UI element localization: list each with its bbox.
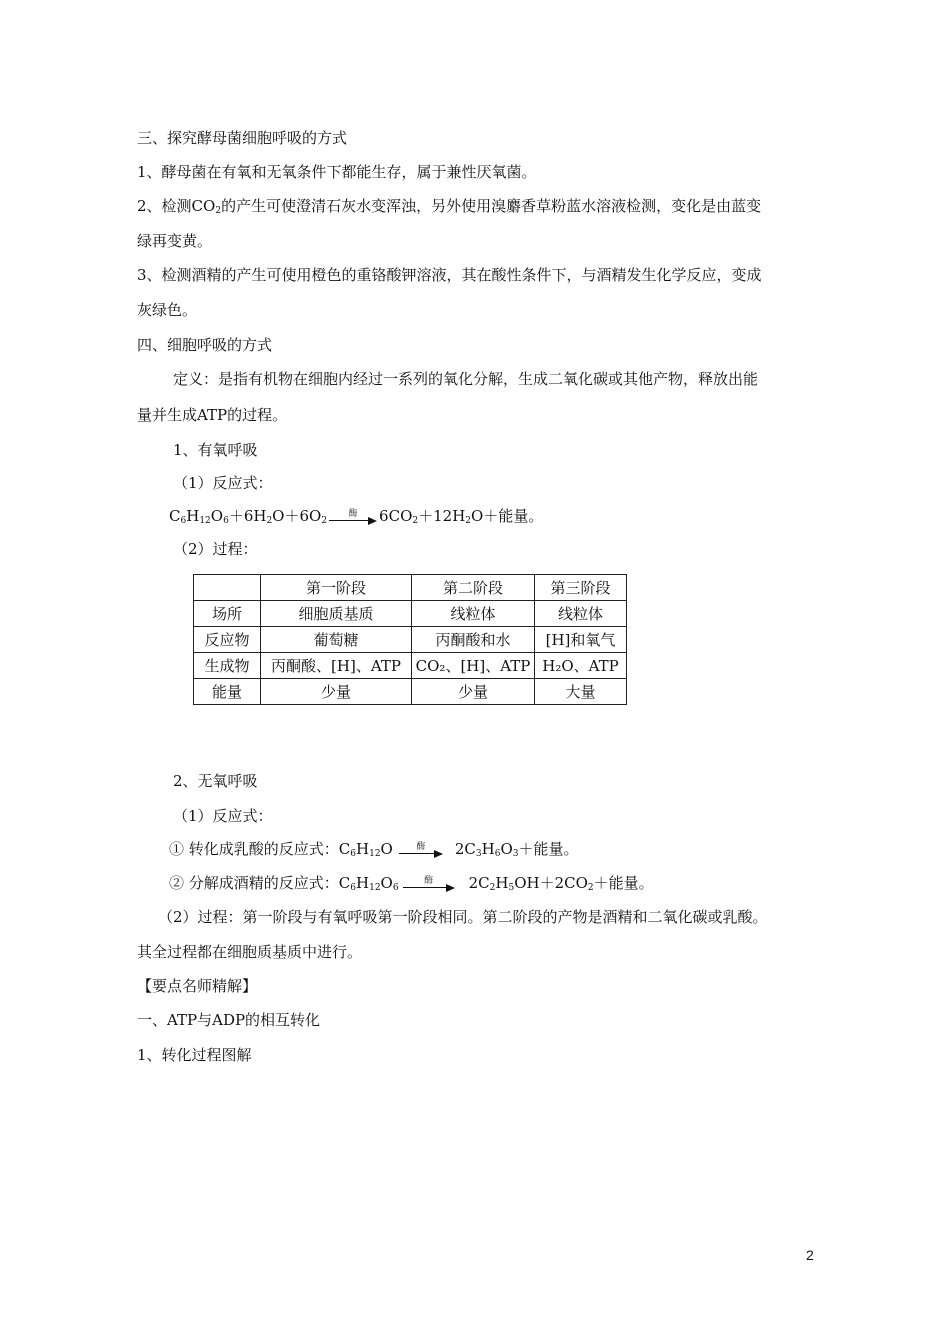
paragraph-yeast-3-cont: 灰绿色。	[137, 301, 198, 319]
anaerobic-process-text: （2）过程：第一阶段与有氧呼吸第一阶段相同。第二阶段的产物是酒精和二氧化碳或乳酸。	[158, 908, 768, 926]
reaction-arrow-icon: 酶	[403, 873, 455, 893]
lactic-acid-equation: ① 转化成乳酸的反应式： $C_6H_{12}O$ 酶 $2C_3H_6O_3$ ＋能量。	[169, 840, 579, 859]
aerobic-stages-table	[193, 574, 627, 705]
table-header-cell: 第三阶段	[535, 575, 627, 601]
table-header-cell	[194, 575, 261, 601]
conversion-diagram-heading: 1、转化过程图解	[137, 1046, 252, 1064]
reaction-arrow-icon: 酶	[329, 506, 377, 526]
definition-text: 定义：是指有机物在细胞内经过一系列的氧化分解，生成二氧化碳或其他产物，释放出能	[173, 370, 759, 388]
aerobic-equation: $C_6H_{12}O_6+6H_2O+6O_2$ 酶 $6CO_2+12H_2O+$能量。	[169, 507, 544, 526]
aerobic-process-label: （2）过程：	[173, 540, 258, 558]
anaerobic-heading: 2、无氧呼吸	[173, 772, 258, 790]
table-row	[194, 653, 627, 679]
table-cell: 细胞质基质	[261, 601, 412, 627]
table-cell: 生成物	[194, 653, 261, 679]
table-cell: 反应物	[194, 627, 261, 653]
table-row	[194, 679, 627, 705]
ethanol-equation: ② 分解成酒精的反应式： $C_6H_{12}O_6$ 酶 $2C_2H_5OH+2CO_2$ ＋能量。	[169, 874, 654, 893]
anaerobic-process-text-cont: 其全过程都在细胞质基质中进行。	[137, 943, 363, 961]
table-cell: 场所	[194, 601, 261, 627]
paragraph-yeast-3: 3、检测酒精的产生可使用橙色的重铬酸钾溶液，其在酸性条件下，与酒精发生化学反应，变成	[137, 266, 762, 284]
key-points-heading: 【要点名师精解】	[137, 977, 258, 995]
aerobic-reaction-label: （1）反应式：	[173, 474, 273, 492]
definition-text-cont: 量并生成ATP的过程。	[137, 406, 288, 424]
table-cell: 线粒体	[412, 601, 535, 627]
table-cell: 线粒体	[535, 601, 627, 627]
table-cell: [H]和氧气	[535, 627, 627, 653]
reaction-arrow-icon: 酶	[399, 839, 443, 859]
table-cell: 葡萄糖	[261, 627, 412, 653]
table-cell: H₂O、ATP	[535, 653, 627, 679]
table-header-cell: 第二阶段	[412, 575, 535, 601]
table-cell: 丙酮酸、[H]、ATP	[261, 653, 412, 679]
page-number: 2	[806, 1247, 814, 1263]
table-cell: 少量	[412, 679, 535, 705]
aerobic-heading: 1、有氧呼吸	[173, 441, 258, 459]
table-cell: 少量	[261, 679, 412, 705]
atp-adp-heading: 一、ATP与ADP的相互转化	[137, 1011, 321, 1029]
section-heading-yeast: 三、探究酵母菌细胞呼吸的方式	[137, 129, 348, 147]
paragraph-yeast-2-cont: 绿再变黄。	[137, 232, 213, 250]
table-header-row	[194, 575, 627, 601]
table-row	[194, 601, 627, 627]
table-cell: 能量	[194, 679, 261, 705]
section-heading-respiration: 四、细胞呼吸的方式	[137, 336, 273, 354]
table-cell: 丙酮酸和水	[412, 627, 535, 653]
table-row	[194, 627, 627, 653]
paragraph-yeast-2: 2、检测$CO_2$的产生可使澄清石灰水变浑浊，另外使用溴麝香草粉蓝水溶液检测，变化是由蓝变	[137, 197, 762, 216]
paragraph-yeast-1: 1、酵母菌在有氧和无氧条件下都能生存，属于兼性厌氧菌。	[137, 163, 537, 181]
anaerobic-reaction-label: （1）反应式：	[173, 807, 273, 825]
table-cell: 大量	[535, 679, 627, 705]
table-cell: CO₂、[H]、ATP	[412, 653, 535, 679]
table-header-cell: 第一阶段	[261, 575, 412, 601]
